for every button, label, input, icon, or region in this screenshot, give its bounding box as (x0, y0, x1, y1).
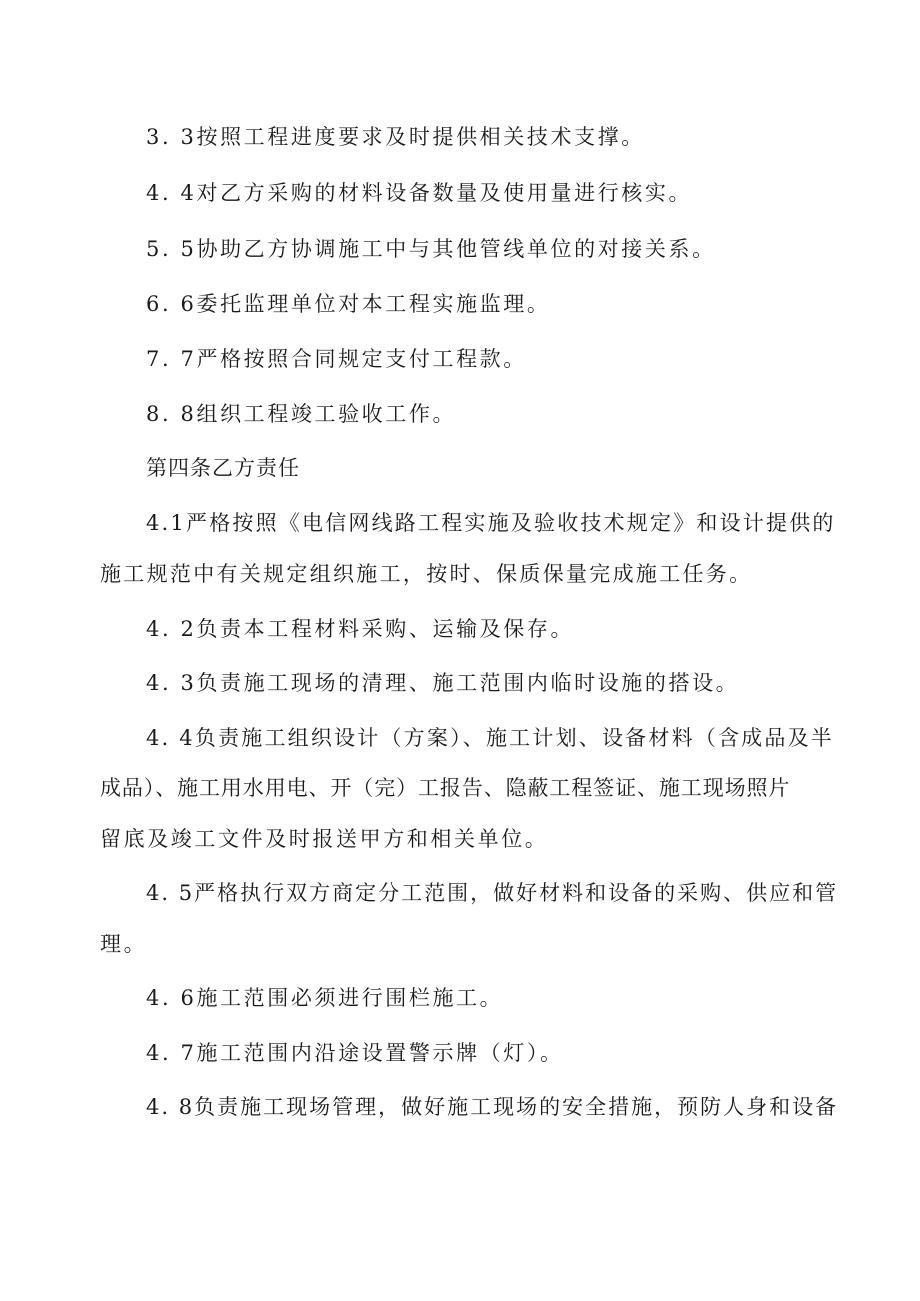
clause-4-8: 4. 8负责施工现场管理，做好施工现场的安全措施，预防人身和设备 (146, 1095, 839, 1119)
clause-4-2: 4. 2负责本工程材料采购、运输及保存。 (146, 617, 575, 641)
clause-6-6: 6. 6委托监理单位对本工程实施监理。 (146, 292, 551, 316)
clause-4-7: 4. 7施工范围内沿途设置警示牌（灯）。 (146, 1041, 564, 1065)
clause-4-1-line-2: 施工规范中有关规定组织施工，按时、保质保量完成施工任务。 (100, 562, 753, 586)
clause-8-8: 8. 8组织工程竣工验收工作。 (146, 402, 457, 426)
clause-4-4b-line-2: 成品）、施工用水用电、开（完）工报告、隐蔽工程签证、施工现场照片 (100, 776, 791, 800)
section-heading-4: 第四条乙方责任 (146, 456, 300, 480)
clause-4-1-line-1: 4.1严格按照《电信网线路工程实施及验收技术规定》和设计提供的 (146, 511, 836, 535)
clause-4-4: 4. 4对乙方采购的材料设备数量及使用量进行核实。 (146, 181, 693, 205)
clause-4-5-line-2: 理。 (100, 932, 148, 956)
clause-4-4b-line-1: 4. 4负责施工组织设计（方案）、施工计划、设备材料（含成品及半 (146, 726, 834, 750)
clause-5-5: 5. 5协助乙方协调施工中与其他管线单位的对接关系。 (146, 237, 716, 261)
clause-4-3: 4. 3负责施工现场的清理、施工范围内临时设施的搭设。 (146, 671, 740, 695)
clause-4-6: 4. 6施工范围必须进行围栏施工。 (146, 986, 504, 1010)
clause-3-3: 3. 3按照工程进度要求及时提供相关技术支撑。 (146, 125, 645, 149)
clause-4-4b-line-3: 留底及竣工文件及时报送甲方和相关单位。 (100, 827, 549, 851)
clause-4-5-line-1: 4. 5严格执行双方商定分工范围，做好材料和设备的采购、供应和管 (146, 881, 839, 905)
clause-7-7: 7. 7严格按照合同规定支付工程款。 (146, 347, 527, 371)
